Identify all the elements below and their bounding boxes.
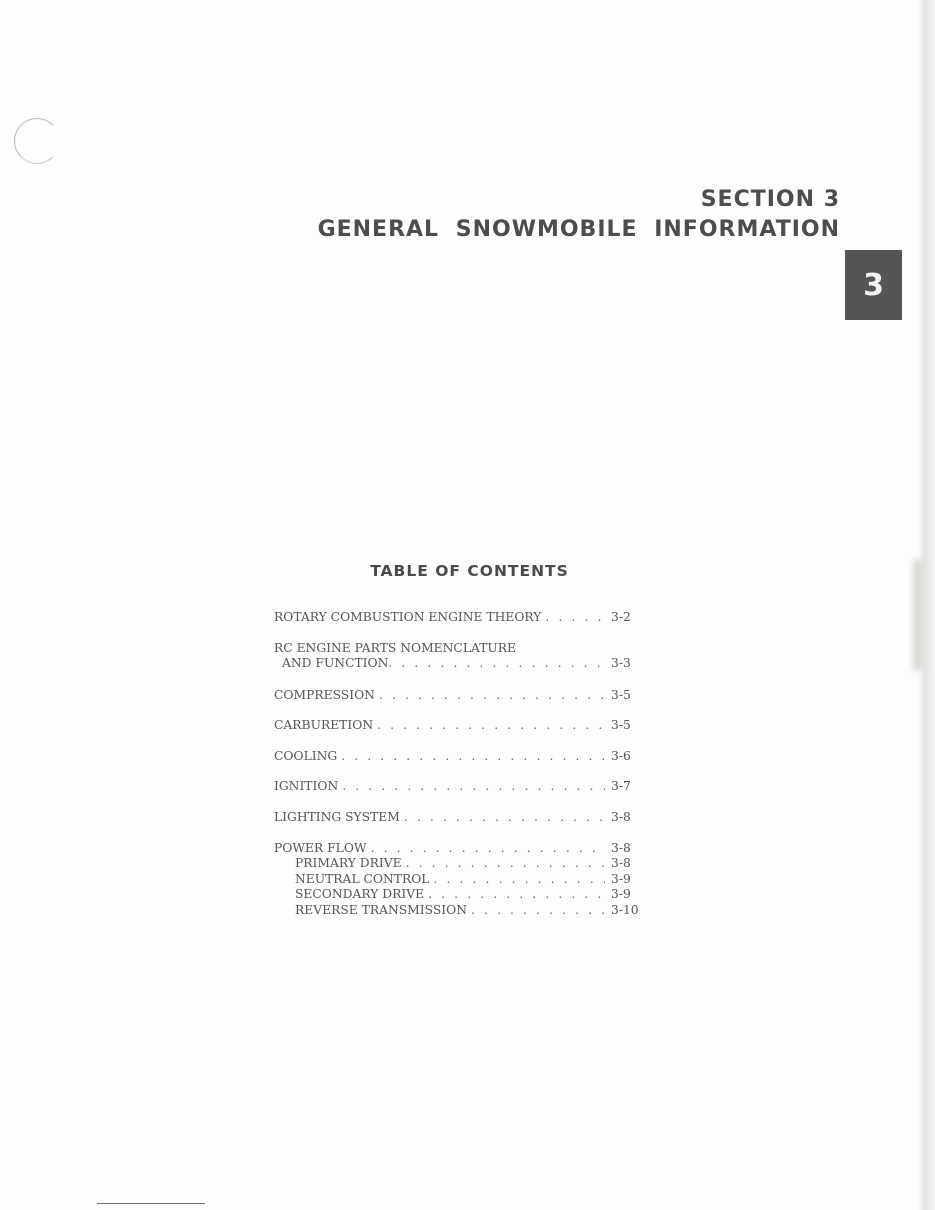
section-label: SECTION 3 — [700, 187, 840, 212]
toc-entry — [274, 840, 644, 856]
toc-entry-label: COMPRESSION — [274, 688, 375, 702]
toc-entry-label: ROTARY COMBUSTION ENGINE THEORY — [274, 610, 542, 624]
toc-subentry — [295, 855, 644, 871]
toc-entry — [274, 778, 644, 794]
toc-entry-page: 3-8 — [605, 840, 651, 856]
toc-entry-page: 3-8 — [605, 809, 651, 825]
binder-hole-mark — [14, 118, 60, 164]
toc-entry-label: NEUTRAL CONTROL — [295, 872, 430, 886]
toc-entry-label: CARBURETION — [274, 718, 374, 732]
toc-entry-label: LIGHTING SYSTEM — [274, 810, 400, 824]
toc-entry-page: 3-7 — [605, 778, 651, 794]
section-title: GENERAL SNOWMOBILE INFORMATION — [317, 217, 840, 242]
toc-entry-page: 3-2 — [605, 609, 651, 625]
toc-entry — [282, 655, 644, 671]
toc-entry — [274, 717, 644, 733]
toc-entry-page: 3-6 — [605, 748, 651, 764]
toc-entry — [274, 748, 644, 764]
toc-entry-page: 3-9 — [605, 871, 651, 887]
toc-entry-label: REVERSE TRANSMISSION — [295, 903, 467, 917]
toc-heading: TABLE OF CONTENTS — [370, 562, 569, 580]
footer-rule — [97, 1203, 205, 1204]
toc-entry-label: PRIMARY DRIVE — [295, 856, 402, 870]
toc-entry-label: COOLING — [274, 749, 338, 763]
toc-subentry — [295, 902, 644, 918]
leader-dots — [371, 840, 644, 856]
leader-dots — [341, 748, 644, 764]
toc-subentry — [295, 871, 644, 887]
section-tab — [845, 250, 902, 320]
leader-dots — [377, 717, 644, 733]
toc-entry-label: AND FUNCTION — [282, 656, 389, 670]
toc-entry-label: SECONDARY DRIVE — [295, 887, 425, 901]
toc-entry-label: IGNITION — [274, 779, 339, 793]
toc-entry-page: 3-5 — [605, 687, 651, 703]
toc-entry — [274, 687, 644, 703]
toc-entry-label-line1: RC ENGINE PARTS NOMENCLATURE — [274, 641, 516, 655]
section-tab-number: 3 — [863, 267, 884, 303]
toc-entry — [274, 809, 644, 825]
toc-subentry — [295, 886, 644, 902]
toc-entry-page: 3-9 — [605, 886, 651, 902]
toc-entry-page: 3-5 — [605, 717, 651, 733]
toc-entry-page: 3-8 — [605, 855, 651, 871]
toc-entry — [274, 609, 644, 625]
toc-entry-page: 3-10 — [605, 902, 651, 918]
leader-dots — [342, 778, 644, 794]
toc-entry-label: POWER FLOW — [274, 841, 367, 855]
toc-entry-page: 3-3 — [605, 655, 651, 671]
